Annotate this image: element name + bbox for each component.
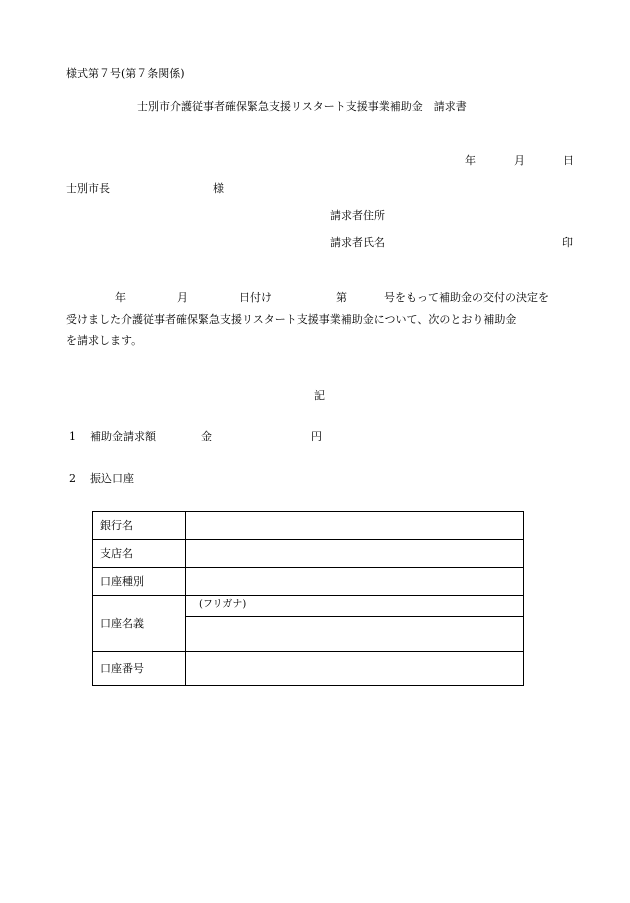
account-number-label: 口座番号	[93, 652, 186, 686]
body-year: 年	[115, 291, 126, 304]
item1-label: 補助金請求額	[90, 430, 156, 443]
account-holder-label: 口座名義	[93, 596, 186, 652]
ki-heading: 記	[314, 389, 325, 402]
date-day-label: 日	[563, 154, 574, 167]
account-holder-field[interactable]	[186, 617, 524, 652]
table-row	[93, 652, 524, 686]
bank-name-field[interactable]	[186, 512, 524, 540]
table-row	[93, 512, 524, 540]
date-year-label: 年	[465, 154, 476, 167]
claimant-name-label: 請求者氏名	[330, 236, 385, 249]
body-number-prefix: 第	[336, 291, 347, 304]
branch-name-field[interactable]	[186, 540, 524, 568]
table-row	[93, 596, 524, 617]
page-title: 士別市介護従事者確保緊急支援リスタート支援事業補助金 請求書	[137, 100, 467, 113]
body-line3: を請求します。	[66, 334, 143, 347]
addressee-name: 士別市長	[66, 182, 110, 195]
account-number-field[interactable]	[186, 652, 524, 686]
bank-account-table	[92, 511, 524, 686]
account-type-field[interactable]	[186, 568, 524, 596]
branch-name-label: 支店名	[93, 540, 186, 568]
seal-mark: 印	[562, 236, 573, 249]
item1-unit: 円	[311, 430, 322, 443]
furigana-label: (フリガナ)	[186, 596, 524, 617]
addressee-honorific: 様	[213, 182, 224, 195]
form-number: 様式第７号(第７条関係)	[66, 67, 185, 80]
item1-prefix: 金	[201, 430, 212, 443]
claimant-address-label: 請求者住所	[330, 209, 385, 222]
item1-number: 1	[69, 430, 76, 443]
account-type-label: 口座種別	[93, 568, 186, 596]
item2-label: 振込口座	[90, 472, 134, 485]
date-month-label: 月	[514, 154, 525, 167]
table-row	[93, 568, 524, 596]
table-row	[93, 540, 524, 568]
body-line2: 受けました介護従事者確保緊急支援リスタート支援事業補助金について、次のとおり補助金	[66, 313, 517, 326]
body-dated: 日付け	[239, 291, 272, 304]
body-month: 月	[177, 291, 188, 304]
bank-name-label: 銀行名	[93, 512, 186, 540]
item2-number: 2	[69, 472, 76, 485]
body-line1-rest: 号をもって補助金の交付の決定を	[384, 291, 549, 304]
